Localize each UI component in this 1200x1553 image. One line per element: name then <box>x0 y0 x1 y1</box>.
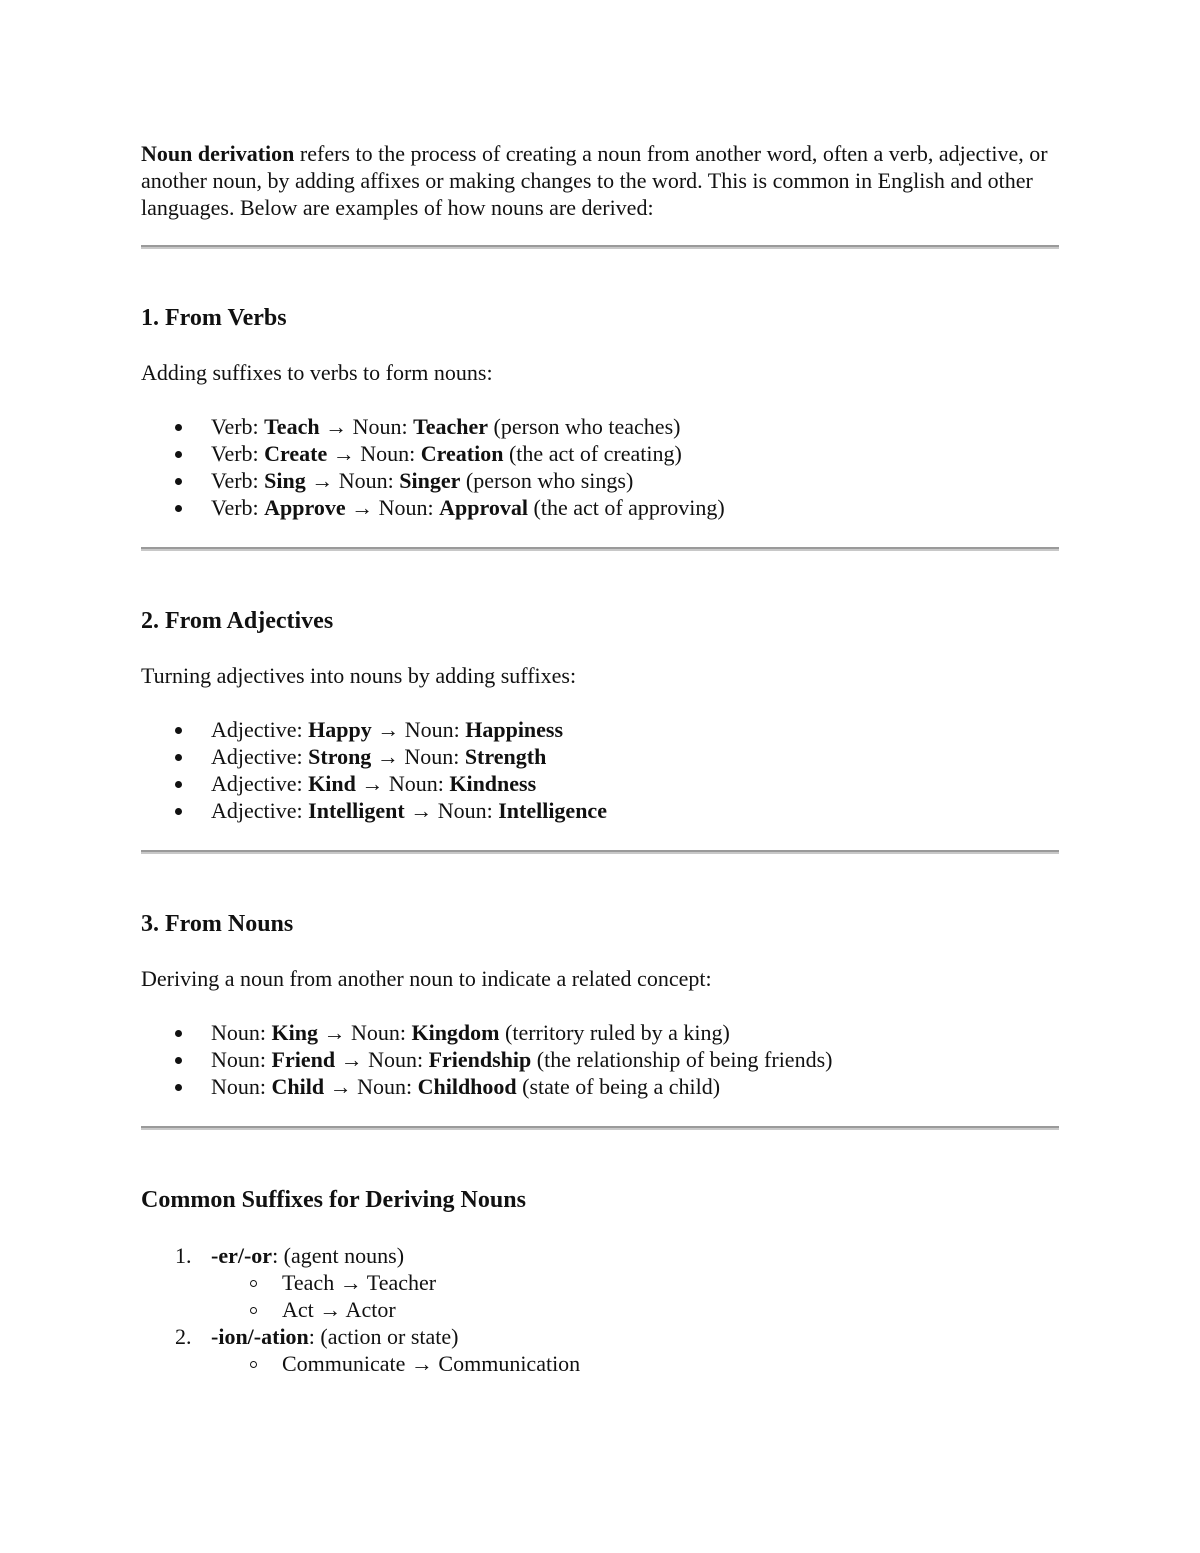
horizontal-rule <box>141 547 1059 551</box>
item-number: 2. <box>175 1324 192 1349</box>
item-prefix: Verb: <box>211 495 265 520</box>
item-arrow: → Noun: <box>371 717 466 742</box>
example-text: Act → Actor <box>282 1297 396 1322</box>
circle-bullet-icon <box>250 1361 257 1368</box>
example-text: Teach → Teacher <box>282 1270 437 1295</box>
item-note: (the relationship of being friends) <box>531 1047 833 1072</box>
intro-text: refers to the process of creating a noun from another word, often a verb, adjective, or another noun, by adding affixes or making changes to the word. This is common in English and other languages. Below are examples of how nouns are derived: <box>141 141 1048 220</box>
section-heading-suffixes: Common Suffixes for Deriving Nouns <box>141 1187 526 1213</box>
list-item <box>141 716 1059 743</box>
section-heading-nouns: 3. From Nouns <box>141 911 294 937</box>
list-item <box>141 770 1059 797</box>
item-prefix: Noun: <box>211 1074 272 1099</box>
item-prefix: Adjective: <box>211 771 309 796</box>
example-text: Communicate → Communication <box>282 1351 581 1376</box>
list-item <box>141 743 1059 770</box>
list-item <box>141 1046 1059 1073</box>
item-arrow: → Noun: <box>355 771 450 796</box>
item-target: Kindness <box>449 771 537 796</box>
bullet-icon <box>175 1057 182 1064</box>
item-target: Intelligence <box>498 798 607 823</box>
item-prefix: Verb: <box>211 441 265 466</box>
item-target: Creation <box>420 441 504 466</box>
example-list <box>211 1269 1059 1323</box>
list-item <box>141 494 1059 521</box>
item-source: Happy <box>308 717 372 742</box>
bullet-icon <box>175 1030 182 1037</box>
horizontal-rule <box>141 245 1059 249</box>
item-arrow: → Noun: <box>324 1074 418 1099</box>
item-target: Teacher <box>413 414 489 439</box>
item-source: Child <box>271 1074 325 1099</box>
item-source: Create <box>264 441 328 466</box>
item-target: Strength <box>464 744 547 769</box>
bullet-icon <box>175 1084 182 1091</box>
example-group <box>141 1350 1059 1377</box>
intro-paragraph <box>141 140 1059 221</box>
adjectives-list <box>141 716 1059 824</box>
bullet-icon <box>175 754 182 761</box>
example-item <box>211 1296 1059 1323</box>
example-item <box>211 1269 1059 1296</box>
item-note: (the act of creating) <box>503 441 682 466</box>
list-item <box>141 797 1059 824</box>
section-lead-adjectives: Turning adjectives into nouns by adding suffixes: <box>141 663 577 688</box>
item-prefix: Adjective: <box>211 744 309 769</box>
item-target: Singer <box>399 468 461 493</box>
item-arrow: → Noun: <box>335 1047 429 1072</box>
item-prefix: Noun: <box>211 1020 272 1045</box>
intro-term: Noun derivation <box>141 141 295 166</box>
section-heading-verbs: 1. From Verbs <box>141 305 287 331</box>
bullet-icon <box>175 727 182 734</box>
section-lead-nouns: Deriving a noun from another noun to indicate a related concept: <box>141 966 712 991</box>
item-note: (territory ruled by a king) <box>499 1020 730 1045</box>
item-target: Friendship <box>428 1047 532 1072</box>
item-number: 1. <box>175 1243 192 1268</box>
example-list <box>211 1350 1059 1377</box>
item-arrow: → Noun: <box>404 798 499 823</box>
item-target: Approval <box>439 495 528 520</box>
item-prefix: Verb: <box>211 468 265 493</box>
item-source: Sing <box>264 468 306 493</box>
item-source: Approve <box>264 495 346 520</box>
example-item <box>211 1350 1059 1377</box>
item-arrow: → Noun: <box>319 414 414 439</box>
list-item <box>141 413 1059 440</box>
item-arrow: → Noun: <box>345 495 440 520</box>
item-note: (the act of approving) <box>528 495 725 520</box>
item-arrow: → Noun: <box>327 441 421 466</box>
bullet-icon <box>175 505 182 512</box>
item-arrow: → Noun: <box>317 1020 412 1045</box>
item-target: Happiness <box>465 717 564 742</box>
item-note: (state of being a child) <box>516 1074 721 1099</box>
item-note: (person who teaches) <box>488 414 681 439</box>
section-heading-adjectives: 2. From Adjectives <box>141 608 334 634</box>
list-item <box>141 467 1059 494</box>
example-group <box>141 1269 1059 1323</box>
section-lead-verbs: Adding suffixes to verbs to form nouns: <box>141 360 493 385</box>
verbs-list <box>141 413 1059 521</box>
bullet-icon <box>175 424 182 431</box>
nouns-list <box>141 1019 1059 1100</box>
bullet-icon <box>175 808 182 815</box>
item-source: Teach <box>264 414 320 439</box>
suffix-desc: : (action or state) <box>308 1324 459 1349</box>
bullet-icon <box>175 478 182 485</box>
bullet-icon <box>175 451 182 458</box>
suffixes-list <box>141 1242 1059 1377</box>
list-item <box>141 440 1059 467</box>
suffix-name: -ion/-ation <box>211 1324 309 1349</box>
item-source: Kind <box>308 771 356 796</box>
suffix-desc: : (agent nouns) <box>272 1243 405 1268</box>
item-prefix: Noun: <box>211 1047 272 1072</box>
bullet-icon <box>175 781 182 788</box>
item-source: Friend <box>271 1047 336 1072</box>
horizontal-rule <box>141 1126 1059 1130</box>
item-prefix: Verb: <box>211 414 265 439</box>
item-source: King <box>271 1020 318 1045</box>
circle-bullet-icon <box>250 1280 257 1287</box>
item-source: Strong <box>308 744 372 769</box>
item-target: Childhood <box>417 1074 517 1099</box>
list-item <box>141 1323 1059 1377</box>
horizontal-rule <box>141 850 1059 854</box>
item-prefix: Adjective: <box>211 717 309 742</box>
item-arrow: → Noun: <box>371 744 465 769</box>
suffix-name: -er/-or <box>211 1243 273 1268</box>
document-page <box>141 140 1059 1377</box>
item-prefix: Adjective: <box>211 798 309 823</box>
list-item <box>141 1019 1059 1046</box>
item-target: Kingdom <box>411 1020 500 1045</box>
item-source: Intelligent <box>308 798 405 823</box>
item-arrow: → Noun: <box>305 468 400 493</box>
list-item <box>141 1242 1059 1323</box>
circle-bullet-icon <box>250 1307 257 1314</box>
list-item <box>141 1073 1059 1100</box>
item-note: (person who sings) <box>460 468 634 493</box>
